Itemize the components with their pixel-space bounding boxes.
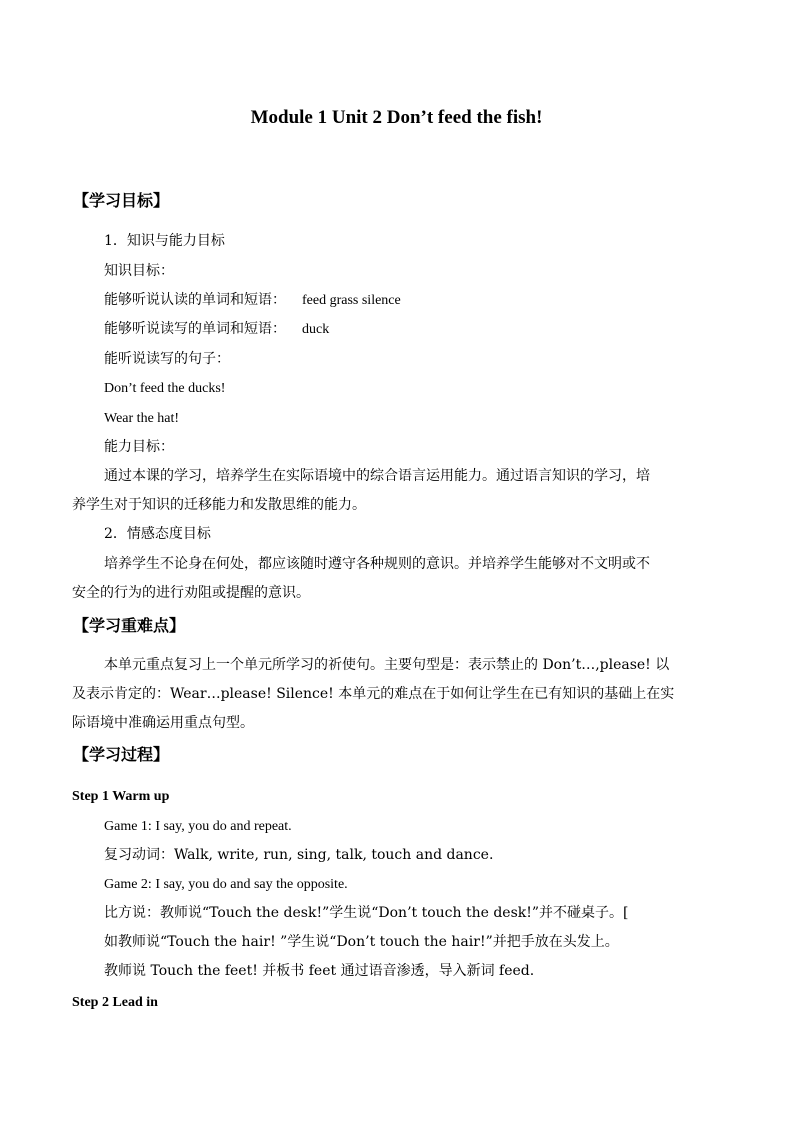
key-points-line-1: 本单元重点复习上一个单元所学习的祈使句。主要句型是：表示禁止的 Don’t…,please! 以 [104, 657, 670, 673]
words-write-label: 能够听说读写的单词和短语： [104, 321, 286, 337]
section-heading-objectives: 【学习目标】 [73, 191, 170, 210]
sentence-1: Don’t feed the ducks! [104, 381, 226, 396]
key-points-line-2: 及表示肯定的：Wear…please! Silence! 本单元的难点在于如何让学生在已有知识的基础上在实 [72, 686, 675, 702]
example-line-3: 教师说 Touch the feet! 并板书 feet 通过语音渗透，导入新词 feed. [104, 963, 535, 979]
game-1-text: Game 1: I say, you do and repeat. [104, 819, 292, 834]
words-read-label: 能够听说认读的单词和短语： [104, 292, 286, 308]
words-read-value: feed grass silence [302, 293, 401, 308]
game-2-text: Game 2: I say, you do and say the opposite. [104, 877, 348, 892]
sentences-label: 能听说读写的句子： [104, 351, 230, 367]
review-verbs-text: 复习动词：Walk, write, run, sing, talk, touch and dance. [104, 847, 494, 863]
document-title: Module 1 Unit 2 Don’t feed the fish! [250, 107, 543, 128]
sentence-2: Wear the hat! [104, 411, 180, 426]
words-write-value: duck [302, 322, 330, 337]
step-2-heading: Step 2 Lead in [72, 995, 158, 1010]
ability-text-line-2: 养学生对于知识的迁移能力和发散思维的能力。 [72, 497, 366, 513]
example-line-2: 如教师说“Touch the hair! ”学生说“Don’t touch the hair!”并把手放在头发上。 [104, 934, 619, 950]
key-points-line-3: 际语境中准确运用重点句型。 [72, 715, 254, 731]
objective-item-2: 2．情感态度目标 [104, 526, 211, 542]
step-1-heading: Step 1 Warm up [72, 789, 170, 804]
emotion-text-line-1: 培养学生不论身在何处，都应该随时遵守各种规则的意识。并培养学生能够对不文明或不 [104, 556, 650, 572]
example-line-1: 比方说：教师说“Touch the desk!”学生说“Don’t touch the desk!”并不碰桌子。[ [104, 905, 629, 921]
words-read-line [104, 290, 401, 311]
objective-item-1: 1．知识与能力目标 [104, 233, 225, 249]
section-heading-process: 【学习过程】 [73, 745, 170, 764]
section-heading-key-points: 【学习重难点】 [73, 616, 186, 635]
ability-text-line-1: 通过本课的学习，培养学生在实际语境中的综合语言运用能力。通过语言知识的学习，培 [104, 468, 650, 484]
words-write-line [104, 319, 329, 340]
knowledge-goal-label: 知识目标： [104, 263, 174, 279]
ability-goal-label: 能力目标： [104, 439, 174, 455]
emotion-text-line-2: 安全的行为的进行劝阻或提醒的意识。 [72, 585, 310, 601]
